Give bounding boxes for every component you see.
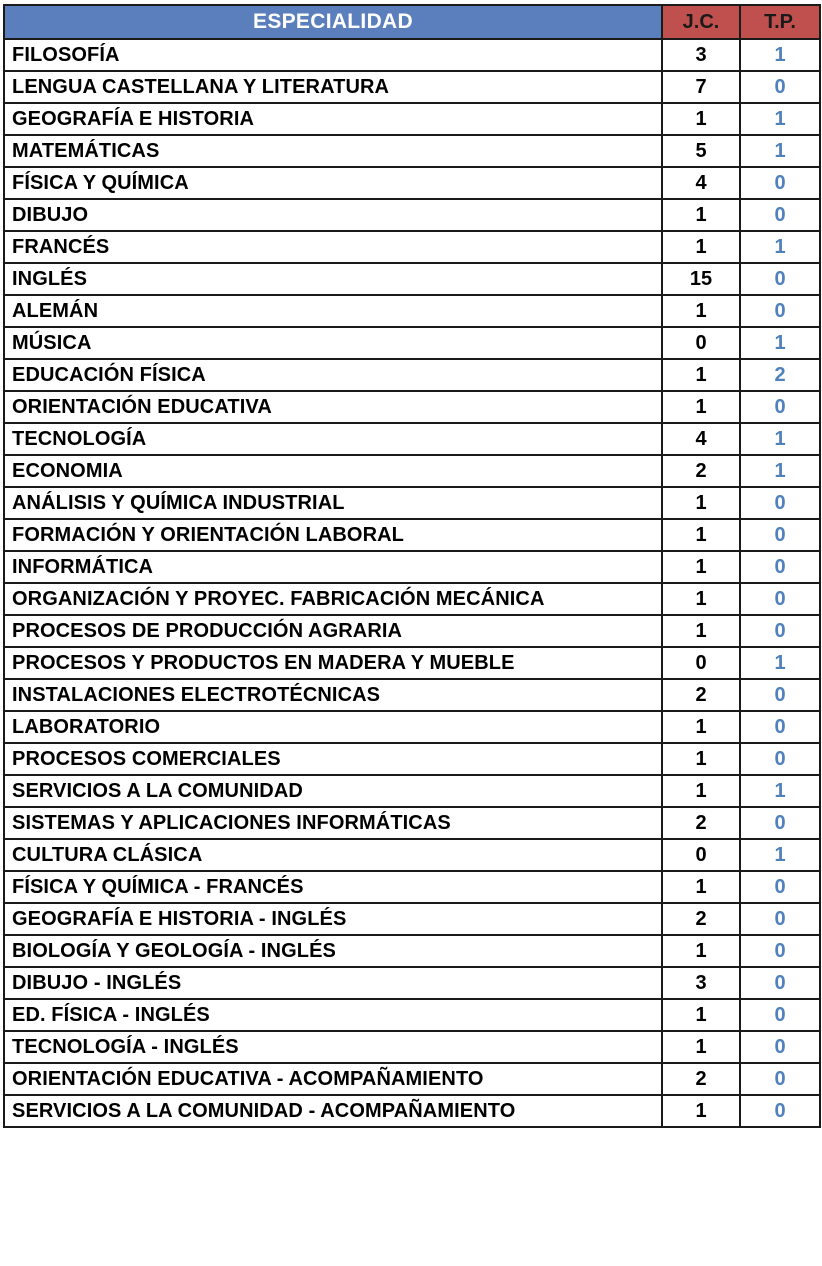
especialidades-table — [3, 4, 821, 1128]
especialidad-cell: ORGANIZACIÓN Y PROYEC. FABRICACIÓN MECÁNICA — [4, 583, 662, 615]
table-row — [4, 391, 820, 423]
jc-cell: 0 — [662, 327, 740, 359]
especialidad-cell: TECNOLOGÍA — [4, 423, 662, 455]
tp-cell: 1 — [740, 327, 820, 359]
table-row — [4, 967, 820, 999]
tp-cell: 0 — [740, 935, 820, 967]
table-row — [4, 1031, 820, 1063]
tp-cell: 0 — [740, 583, 820, 615]
especialidad-cell: TECNOLOGÍA - INGLÉS — [4, 1031, 662, 1063]
especialidad-cell: LABORATORIO — [4, 711, 662, 743]
tp-cell: 0 — [740, 551, 820, 583]
tp-cell: 0 — [740, 903, 820, 935]
table-row — [4, 903, 820, 935]
especialidad-cell: FRANCÉS — [4, 231, 662, 263]
jc-cell: 1 — [662, 103, 740, 135]
table-row — [4, 583, 820, 615]
jc-cell: 7 — [662, 71, 740, 103]
especialidad-cell: SISTEMAS Y APLICACIONES INFORMÁTICAS — [4, 807, 662, 839]
tp-cell: 0 — [740, 711, 820, 743]
table-row — [4, 1095, 820, 1127]
table-row — [4, 39, 820, 71]
jc-cell: 1 — [662, 359, 740, 391]
jc-cell: 1 — [662, 295, 740, 327]
table-row — [4, 775, 820, 807]
jc-cell: 1 — [662, 871, 740, 903]
tp-cell: 0 — [740, 743, 820, 775]
jc-cell: 2 — [662, 903, 740, 935]
tp-cell: 1 — [740, 455, 820, 487]
especialidad-cell: INGLÉS — [4, 263, 662, 295]
table-row — [4, 231, 820, 263]
especialidad-cell: ED. FÍSICA - INGLÉS — [4, 999, 662, 1031]
jc-cell: 1 — [662, 199, 740, 231]
jc-cell: 4 — [662, 167, 740, 199]
table-row — [4, 199, 820, 231]
jc-cell: 1 — [662, 519, 740, 551]
table-row — [4, 647, 820, 679]
tp-cell: 0 — [740, 679, 820, 711]
jc-cell: 15 — [662, 263, 740, 295]
tp-cell: 1 — [740, 839, 820, 871]
especialidad-cell: INSTALACIONES ELECTROTÉCNICAS — [4, 679, 662, 711]
jc-cell: 2 — [662, 1063, 740, 1095]
table-row — [4, 871, 820, 903]
especialidad-cell: LENGUA CASTELLANA Y LITERATURA — [4, 71, 662, 103]
table-row — [4, 711, 820, 743]
tp-cell: 0 — [740, 167, 820, 199]
table-row — [4, 263, 820, 295]
table-row — [4, 487, 820, 519]
tp-cell: 0 — [740, 807, 820, 839]
tp-cell: 0 — [740, 999, 820, 1031]
tp-cell: 0 — [740, 487, 820, 519]
header-tp: T.P. — [740, 5, 820, 39]
especialidad-cell: ORIENTACIÓN EDUCATIVA - ACOMPAÑAMIENTO — [4, 1063, 662, 1095]
tp-cell: 0 — [740, 295, 820, 327]
tp-cell: 0 — [740, 199, 820, 231]
table-row — [4, 839, 820, 871]
jc-cell: 0 — [662, 839, 740, 871]
table-row — [4, 167, 820, 199]
table-row — [4, 327, 820, 359]
tp-cell: 0 — [740, 71, 820, 103]
especialidad-cell: FORMACIÓN Y ORIENTACIÓN LABORAL — [4, 519, 662, 551]
table-row — [4, 935, 820, 967]
especialidad-cell: MATEMÁTICAS — [4, 135, 662, 167]
table-row — [4, 615, 820, 647]
jc-cell: 1 — [662, 615, 740, 647]
tp-cell: 1 — [740, 775, 820, 807]
jc-cell: 1 — [662, 711, 740, 743]
tp-cell: 0 — [740, 1095, 820, 1127]
tp-cell: 1 — [740, 135, 820, 167]
table-row — [4, 679, 820, 711]
especialidad-cell: DIBUJO — [4, 199, 662, 231]
especialidad-cell: FÍSICA Y QUÍMICA - FRANCÉS — [4, 871, 662, 903]
table-row — [4, 519, 820, 551]
table-row — [4, 743, 820, 775]
jc-cell: 1 — [662, 935, 740, 967]
tp-cell: 1 — [740, 647, 820, 679]
especialidad-cell: SERVICIOS A LA COMUNIDAD - ACOMPAÑAMIENTO — [4, 1095, 662, 1127]
table-row — [4, 999, 820, 1031]
tp-cell: 0 — [740, 263, 820, 295]
especialidad-cell: CULTURA CLÁSICA — [4, 839, 662, 871]
jc-cell: 1 — [662, 743, 740, 775]
especialidad-cell: GEOGRAFÍA E HISTORIA — [4, 103, 662, 135]
especialidad-cell: FÍSICA Y QUÍMICA — [4, 167, 662, 199]
table-row — [4, 359, 820, 391]
jc-cell: 1 — [662, 1095, 740, 1127]
table-row — [4, 423, 820, 455]
especialidad-cell: GEOGRAFÍA E HISTORIA - INGLÉS — [4, 903, 662, 935]
tp-cell: 0 — [740, 871, 820, 903]
jc-cell: 1 — [662, 391, 740, 423]
tp-cell: 1 — [740, 231, 820, 263]
jc-cell: 1 — [662, 551, 740, 583]
tp-cell: 0 — [740, 391, 820, 423]
header-jc: J.C. — [662, 5, 740, 39]
especialidad-cell: ANÁLISIS Y QUÍMICA INDUSTRIAL — [4, 487, 662, 519]
table-row — [4, 807, 820, 839]
tp-cell: 1 — [740, 103, 820, 135]
tp-cell: 0 — [740, 519, 820, 551]
jc-cell: 5 — [662, 135, 740, 167]
tp-cell: 0 — [740, 967, 820, 999]
jc-cell: 2 — [662, 679, 740, 711]
especialidad-cell: PROCESOS Y PRODUCTOS EN MADERA Y MUEBLE — [4, 647, 662, 679]
tp-cell: 1 — [740, 39, 820, 71]
table-row — [4, 103, 820, 135]
jc-cell: 3 — [662, 39, 740, 71]
table-body — [4, 39, 820, 1127]
table-row — [4, 551, 820, 583]
table-row — [4, 135, 820, 167]
jc-cell: 1 — [662, 775, 740, 807]
especialidad-cell: PROCESOS DE PRODUCCIÓN AGRARIA — [4, 615, 662, 647]
especialidad-cell: PROCESOS COMERCIALES — [4, 743, 662, 775]
jc-cell: 1 — [662, 1031, 740, 1063]
table-row — [4, 1063, 820, 1095]
jc-cell: 1 — [662, 999, 740, 1031]
especialidad-cell: ECONOMIA — [4, 455, 662, 487]
table-row — [4, 295, 820, 327]
jc-cell: 2 — [662, 455, 740, 487]
jc-cell: 4 — [662, 423, 740, 455]
table-row — [4, 455, 820, 487]
especialidad-cell: EDUCACIÓN FÍSICA — [4, 359, 662, 391]
especialidad-cell: DIBUJO - INGLÉS — [4, 967, 662, 999]
tp-cell: 1 — [740, 423, 820, 455]
especialidad-cell: MÚSICA — [4, 327, 662, 359]
table-row — [4, 71, 820, 103]
especialidad-cell: ALEMÁN — [4, 295, 662, 327]
header-especialidad: ESPECIALIDAD — [4, 5, 662, 39]
jc-cell: 0 — [662, 647, 740, 679]
jc-cell: 2 — [662, 807, 740, 839]
table-header-row — [4, 5, 820, 39]
tp-cell: 0 — [740, 1031, 820, 1063]
jc-cell: 1 — [662, 487, 740, 519]
jc-cell: 1 — [662, 231, 740, 263]
especialidad-cell: BIOLOGÍA Y GEOLOGÍA - INGLÉS — [4, 935, 662, 967]
jc-cell: 3 — [662, 967, 740, 999]
tp-cell: 0 — [740, 615, 820, 647]
jc-cell: 1 — [662, 583, 740, 615]
tp-cell: 2 — [740, 359, 820, 391]
especialidad-cell: FILOSOFÍA — [4, 39, 662, 71]
especialidad-cell: ORIENTACIÓN EDUCATIVA — [4, 391, 662, 423]
tp-cell: 0 — [740, 1063, 820, 1095]
especialidad-cell: INFORMÁTICA — [4, 551, 662, 583]
especialidad-cell: SERVICIOS A LA COMUNIDAD — [4, 775, 662, 807]
